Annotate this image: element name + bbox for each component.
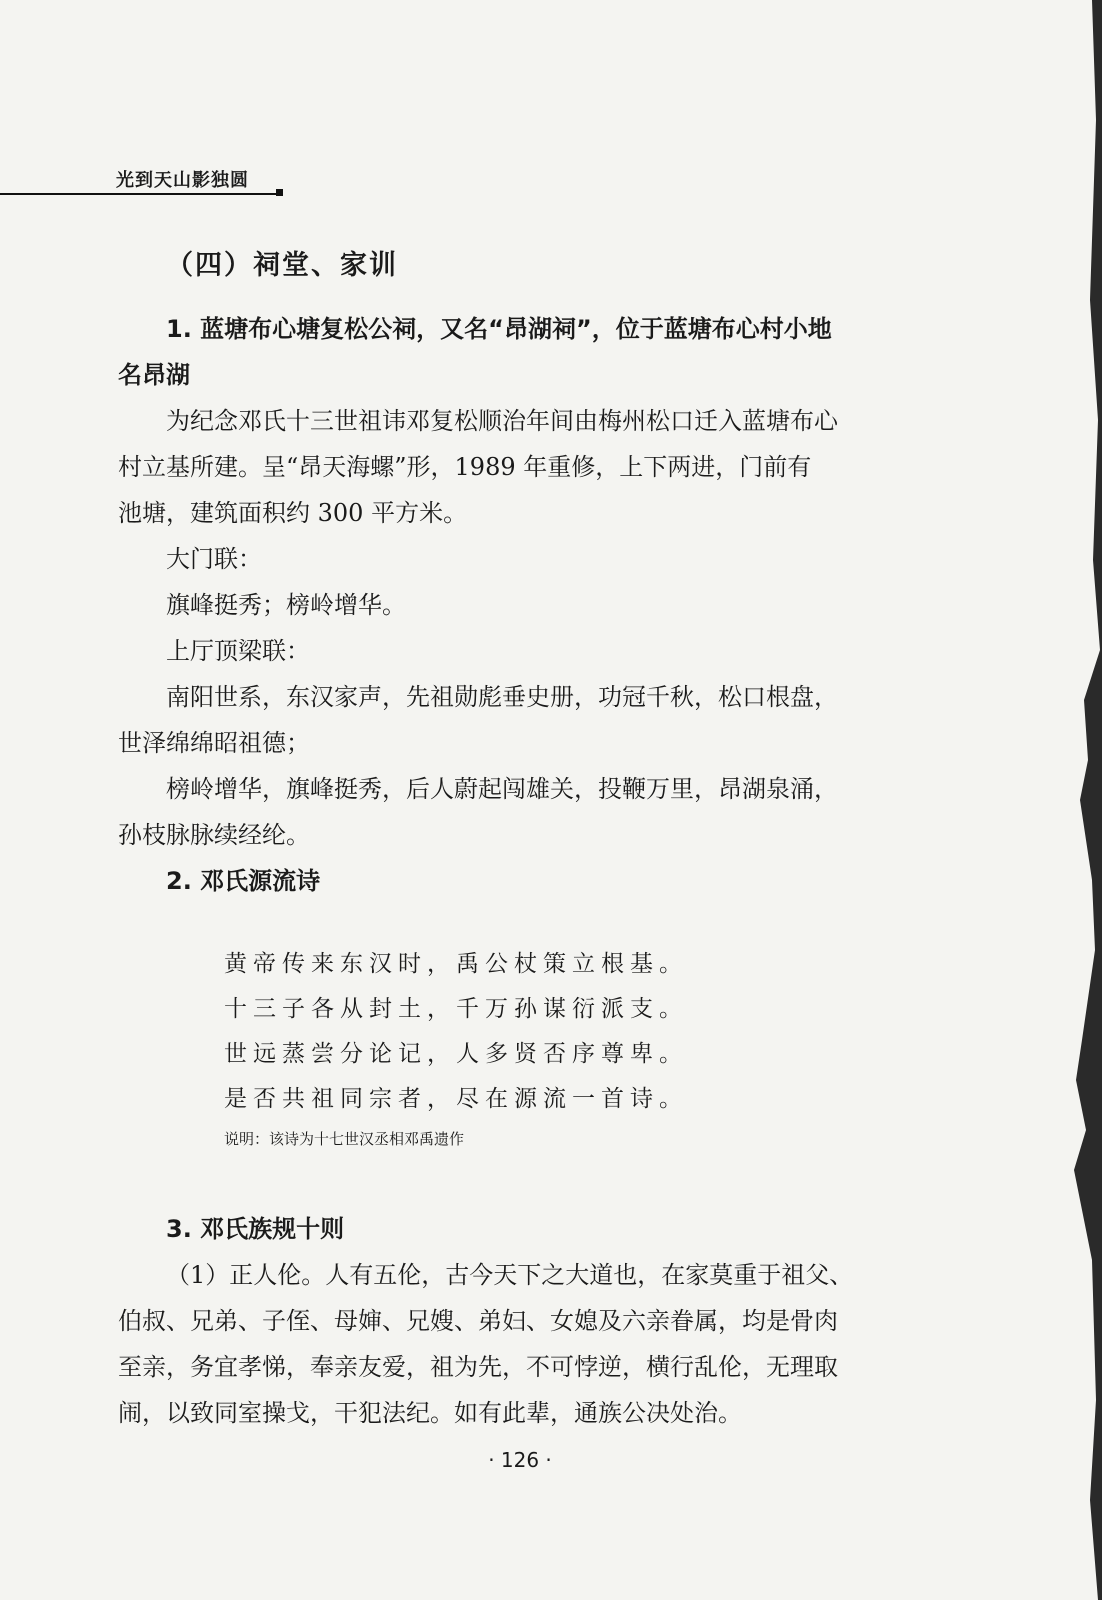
item1-para-line3: 池塘，建筑面积约 300 平方米。 [118, 499, 468, 527]
poem-line: 是否共祖同宗者，尽在源流一首诗。 [224, 1086, 688, 1112]
poem-line: 十三子各从封土，千万孙谋衍派支。 [224, 996, 688, 1022]
rule1-line3: 至亲，务宜孝悌，奉亲友爱，祖为先，不可悖逆，横行乱伦，无理取 [118, 1353, 838, 1381]
gate-couplet-label: 大门联： [166, 545, 262, 573]
rule1-line2: 伯叔、兄弟、子侄、母婶、兄嫂、弟妇、女媳及六亲眷属，均是骨肉 [118, 1307, 838, 1335]
item1-heading-line2: 名昂湖 [118, 361, 190, 389]
rule1-line1: （1）正人伦。人有五伦，古今天下之大道也，在家莫重于祖父、 [166, 1261, 854, 1289]
item1-para-line1: 为纪念邓氏十三世祖讳邓复松顺治年间由梅州松口迁入蓝塘布心 [166, 407, 838, 435]
running-header-title: 光到天山影独圆 [116, 170, 249, 191]
poem-line: 世远蒸尝分论记，人多贤否序尊卑。 [224, 1041, 688, 1067]
poem-line: 黄帝传来东汉时，禹公杖策立根基。 [224, 951, 688, 977]
lineage-poem [224, 942, 688, 1122]
header-rule [0, 193, 278, 195]
item3-block [118, 1206, 933, 1436]
beam-couplet-line2a: 榜岭增华，旗峰挺秀，后人蔚起闯雄关，投鞭万里，昂湖泉涌， [166, 775, 838, 803]
torn-page-edge [1062, 0, 1102, 1600]
item3-heading: 3. 邓氏族规十则 [166, 1215, 345, 1243]
item1-block [118, 306, 933, 904]
item1-heading-line1: 1. 蓝塘布心塘复松公祠，又名“昂湖祠”，位于蓝塘布心村小地 [166, 315, 832, 343]
item1-para-line2: 村立基所建。呈“昂天海螺”形，1989 年重修，上下两进，门前有 [118, 453, 812, 481]
header-square-mark [276, 189, 283, 196]
beam-couplet-line2b: 孙枝脉脉续经纶。 [118, 821, 310, 849]
poem-note: 说明：该诗为十七世汉丞相邓禹遗作 [224, 1130, 465, 1148]
item2-heading: 2. 邓氏源流诗 [166, 867, 321, 895]
page-number: · 126 · [488, 1448, 552, 1472]
section-title: （四）祠堂、家训 [166, 250, 398, 281]
gate-couplet: 旗峰挺秀；榜岭增华。 [166, 591, 406, 619]
rule1-line4: 闹，以致同室操戈，干犯法纪。如有此辈，通族公决处治。 [118, 1399, 742, 1427]
beam-couplet-line1b: 世泽绵绵昭祖德； [118, 729, 310, 757]
beam-couplet-label: 上厅顶梁联： [166, 637, 310, 665]
beam-couplet-line1a: 南阳世系，东汉家声，先祖勋彪垂史册，功冠千秋，松口根盘， [166, 683, 838, 711]
